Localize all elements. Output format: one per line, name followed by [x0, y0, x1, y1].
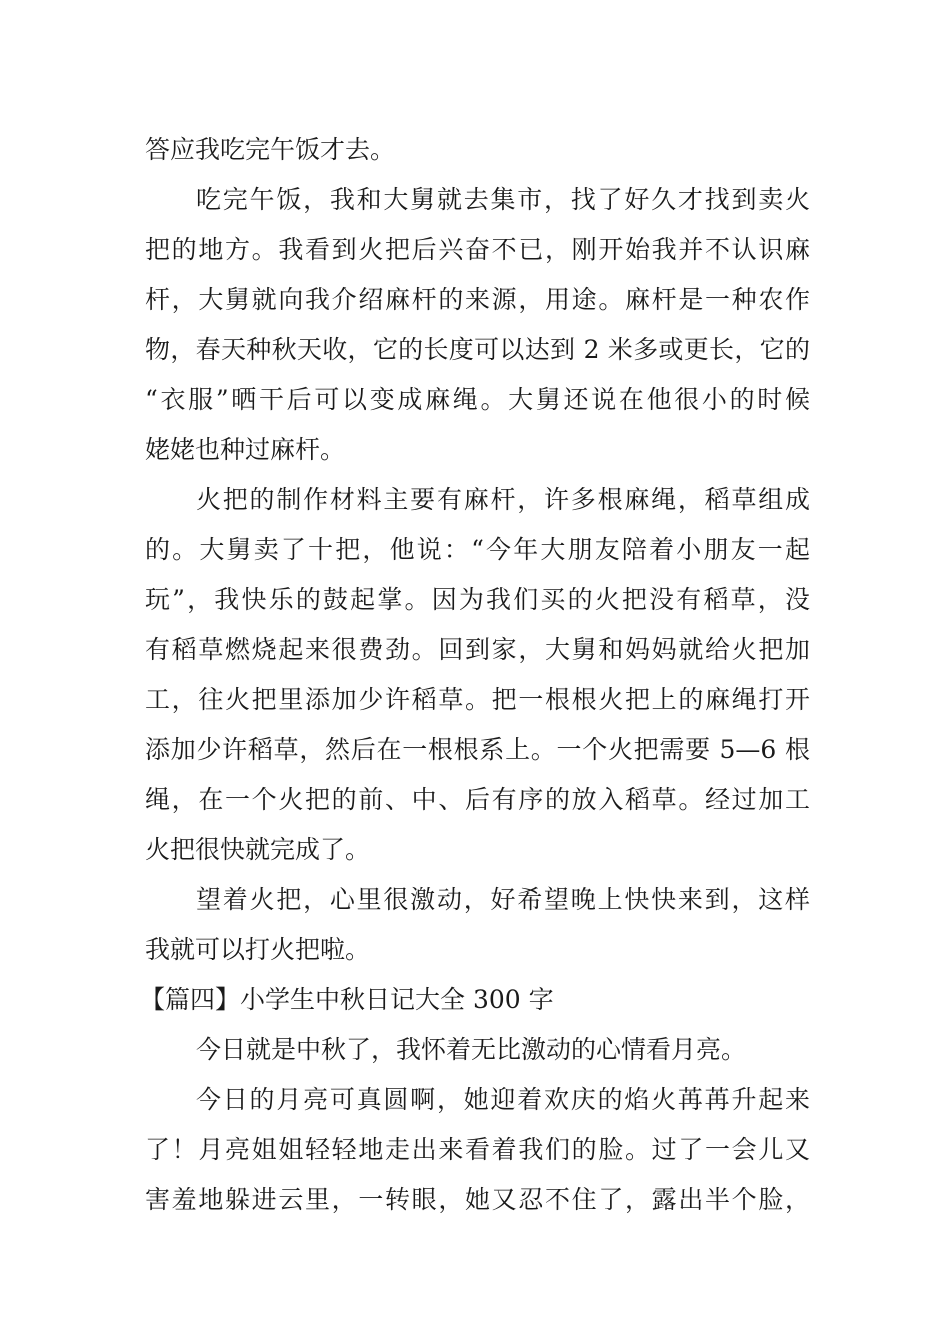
paragraph-first-line: 今日就是中秋了，我怀着无比激动的心情看月亮。	[196, 1035, 747, 1064]
paragraph-first-line: 吃完午饭，我和大舅就去集市，找了好久才找到卖火	[196, 185, 810, 214]
text-line: 杆，大舅就向我介绍麻杆的来源，用途。麻杆是一种农作	[145, 285, 810, 314]
text-line: 绳，在一个火把的前、中、后有序的放入稻草。经过加工	[145, 785, 810, 814]
text-line: 添加少许稻草，然后在一根根系上。一个火把需要 5—6 根	[145, 735, 810, 764]
text-line: 姥姥也种过麻杆。	[145, 435, 346, 464]
text-line: 了！月亮姐姐轻轻地走出来看着我们的脸。过了一会儿又	[145, 1135, 810, 1164]
paragraph-first-line: 望着火把，心里很激动，好希望晚上快快来到，这样	[196, 885, 810, 914]
text-line: 的。大舅卖了十把，他说：“今年大朋友陪着小朋友一起	[145, 535, 810, 564]
text-line: 玩”，我快乐的鼓起掌。因为我们买的火把没有稻草，没	[145, 585, 810, 614]
text-line: 火把很快就完成了。	[145, 835, 371, 864]
section-heading: 【篇四】小学生中秋日记大全 300 字	[140, 985, 554, 1014]
text-line: 答应我吃完午饭才去。	[145, 135, 396, 164]
text-line: 工，往火把里添加少许稻草。把一根根火把上的麻绳打开	[145, 685, 810, 714]
text-line: “衣服”晒干后可以变成麻绳。大舅还说在他很小的时候	[145, 385, 810, 414]
text-line: 害羞地躲进云里，一转眼，她又忍不住了，露出半个脸，	[145, 1185, 810, 1214]
text-line: 我就可以打火把啦。	[145, 935, 371, 964]
text-line: 把的地方。我看到火把后兴奋不已，刚开始我并不认识麻	[145, 235, 810, 264]
paragraph-first-line: 火把的制作材料主要有麻杆，许多根麻绳，稻草组成	[196, 485, 810, 514]
text-line: 有稻草燃烧起来很费劲。回到家，大舅和妈妈就给火把加	[145, 635, 810, 664]
text-line: 物，春天种秋天收，它的长度可以达到 2 米多或更长，它的	[145, 335, 810, 364]
paragraph-first-line: 今日的月亮可真圆啊，她迎着欢庆的焰火苒苒升起来	[196, 1085, 810, 1114]
